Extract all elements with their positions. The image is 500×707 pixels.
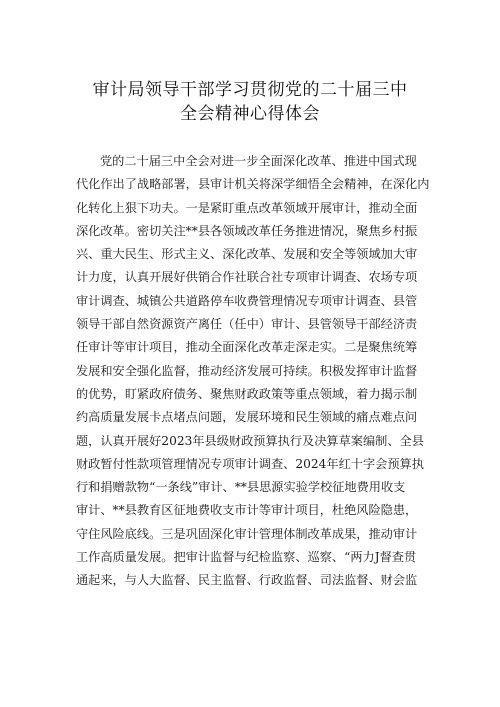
title-line-1: 审计局领导干部学习贯彻党的二十届三中 bbox=[92, 80, 408, 100]
body-paragraph bbox=[76, 150, 432, 593]
body-line: 计力度，认真开展好供销合作社联合社专项审计调查、农场专项 bbox=[76, 270, 418, 285]
body-line: 工作高质量发展。把审计监督与纪检监察、巡察、“两力J督查贯 bbox=[76, 550, 417, 565]
body-line: 题，认真开展好2023年县级财政预算执行及决算草案编制、全县 bbox=[76, 433, 424, 448]
document-title bbox=[0, 78, 500, 126]
body-line: 党的二十届三中全会对进一步全面深化改革、推进中国式现 bbox=[100, 154, 417, 168]
body-line: 审计、**县教育区征地费收支市计等审计项目，杜绝风险隐患， bbox=[76, 503, 418, 518]
body-line: 兴、重大民生、形式主义、深化改革、发展和安全等领域加大审 bbox=[76, 247, 418, 262]
body-line: 任审计等审计项目，推动全面深化改革走深走实。二是聚焦统筹 bbox=[76, 340, 418, 355]
body-line: 发展和安全强化监督，推动经济发展可持续。积极发挥审计监督 bbox=[76, 363, 418, 378]
body-line: 财政暂付性款项管理情况专项审计调查、2024年红十字会预算执 bbox=[76, 456, 424, 471]
body-line: 守住风险底线。三是巩固深化审计管理体制改革成果，推动审计 bbox=[76, 526, 418, 541]
title-line-2: 全会精神心得体会 bbox=[180, 104, 320, 124]
body-line: 代化作出了战略部署，县审计机关将深学细悟全会精神，在深化内 bbox=[76, 177, 430, 192]
body-line: 化转化上狠下功夫。一是紧盯重点改革领域开展审计，推动全面 bbox=[76, 200, 418, 215]
body-line: 通起来，与人大监督、民主监督、行政监督、司法监督、财会监 bbox=[76, 573, 418, 588]
body-line: 的优势，盯紧政府债务、聚焦财政政策等重点领域，着力揭示制 bbox=[76, 386, 418, 401]
body-line: 深化改革。密切关注**县各领域改革任务推进情况，聚焦乡村振 bbox=[76, 223, 418, 238]
body-line: 审计调查、城镇公共道路停车收费管理情况专项审计调查、县管 bbox=[76, 293, 418, 308]
body-line: 行和捐赠款物“一条线”审计、**县思源实验学校征地费用收支 bbox=[76, 480, 406, 495]
body-line: 领导干部自然资源资产离任（任中）审计、县管领导干部经济责 bbox=[76, 317, 418, 332]
body-line: 约高质量发展卡点堵点问题，发展环境和民生领域的痛点难点问 bbox=[76, 410, 418, 425]
